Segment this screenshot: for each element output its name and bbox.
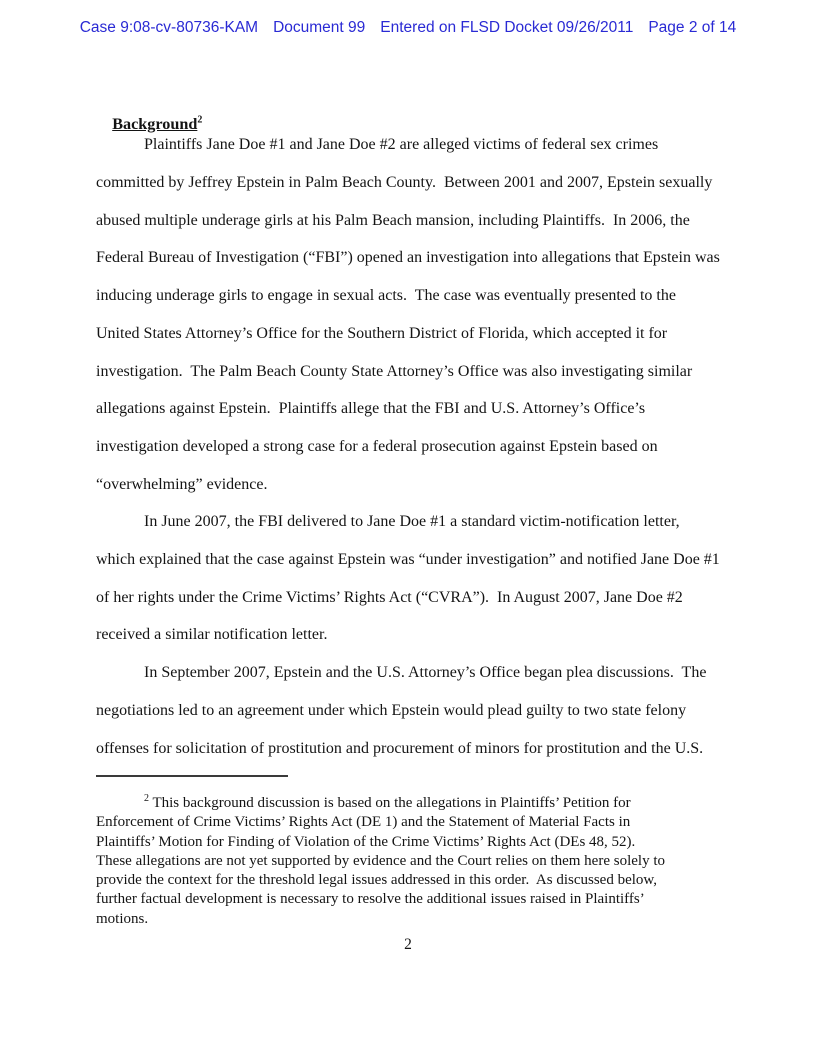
body-line: offenses for solicitation of prostitution and procurement of minors for prostitution and the U.S. xyxy=(96,739,704,757)
body-paragraph-1 xyxy=(96,126,756,504)
body-line: investigation developed a strong case for a federal prosecution against Epstein based on xyxy=(96,438,658,455)
body-line: In June 2007, the FBI delivered to Jane Doe #1 a standard victim-notification letter, xyxy=(144,513,680,530)
footnote-line: Enforcement of Crime Victims’ Rights Act (DE 1) and the Statement of Material Facts in xyxy=(96,814,631,831)
footnote-line: further factual development is necessary to resolve the additional issues raised in Plaintiffs’ xyxy=(96,891,645,908)
header-page-indicator: Page 2 of 14 xyxy=(648,19,737,36)
case-header xyxy=(0,19,816,37)
footnote-line: These allegations are not yet supported by evidence and the Court relies on them here solely to xyxy=(96,852,665,869)
body-line: Plaintiffs Jane Doe #1 and Jane Doe #2 are alleged victims of federal sex crimes xyxy=(144,136,659,153)
footnote-separator-rule xyxy=(96,775,288,777)
footnote-line xyxy=(96,794,736,813)
header-docket-entry: Entered on FLSD Docket 09/26/2011 xyxy=(380,19,634,36)
footnote-text: This background discussion is based on the allegations in Plaintiffs’ Petition for xyxy=(149,795,631,811)
body-line: negotiations led to an agreement under which Epstein would plead guilty to two state felony xyxy=(96,701,687,719)
body-line: “overwhelming” evidence. xyxy=(96,475,268,493)
body-line: of her rights under the Crime Victims’ Rights Act (“CVRA”). In August 2007, Jane Doe #2 xyxy=(96,588,683,606)
body-line: inducing underage girls to engage in sexual acts. The case was eventually presented to the xyxy=(96,287,676,304)
body-line: investigation. The Palm Beach County State Attorney’s Office was also investigating similar xyxy=(96,362,693,380)
header-case-number: Case 9:08-cv-80736-KAM xyxy=(79,19,259,36)
footnote-line: Plaintiffs’ Motion for Finding of Violation of the Crime Victims’ Rights Act (DEs 48, 52). xyxy=(96,833,636,850)
footnote-marker: 2 xyxy=(144,793,149,804)
body-paragraph-2 xyxy=(96,503,756,654)
body-line: received a similar notification letter. xyxy=(96,626,328,644)
body-line: allegations against Epstein. Plaintiffs allege that the FBI and U.S. Attorney’s Office’s xyxy=(96,400,646,418)
body-line: committed by Jeffrey Epstein in Palm Beach County. Between 2001 and 2007, Epstein sexually xyxy=(96,173,713,191)
footnote-2 xyxy=(96,794,736,929)
page-number: 2 xyxy=(404,936,412,953)
body-line: which explained that the case against Epstein was “under investigation” and notified Jane Doe #1 xyxy=(96,550,720,568)
footnote-line: motions. xyxy=(96,910,149,927)
body-line: abused multiple underage girls at his Palm Beach mansion, including Plaintiffs. In 2006, the xyxy=(96,211,690,229)
body-paragraph-3 xyxy=(96,654,756,767)
footnote-reference: 2 xyxy=(197,114,203,126)
body-line: In September 2007, Epstein and the U.S. Attorney’s Office began plea discussions. The xyxy=(144,664,707,681)
footnote-line: provide the context for the threshold legal issues addressed in this order. As discussed below, xyxy=(96,872,657,889)
section-heading-text: Background xyxy=(112,115,198,133)
body-line: Federal Bureau of Investigation (“FBI”) opened an investigation into allegations that Epstein was xyxy=(96,249,720,267)
header-document-number: Document 99 xyxy=(273,19,366,36)
body-line: United States Attorney’s Office for the Southern District of Florida, which accepted it for xyxy=(96,324,668,342)
